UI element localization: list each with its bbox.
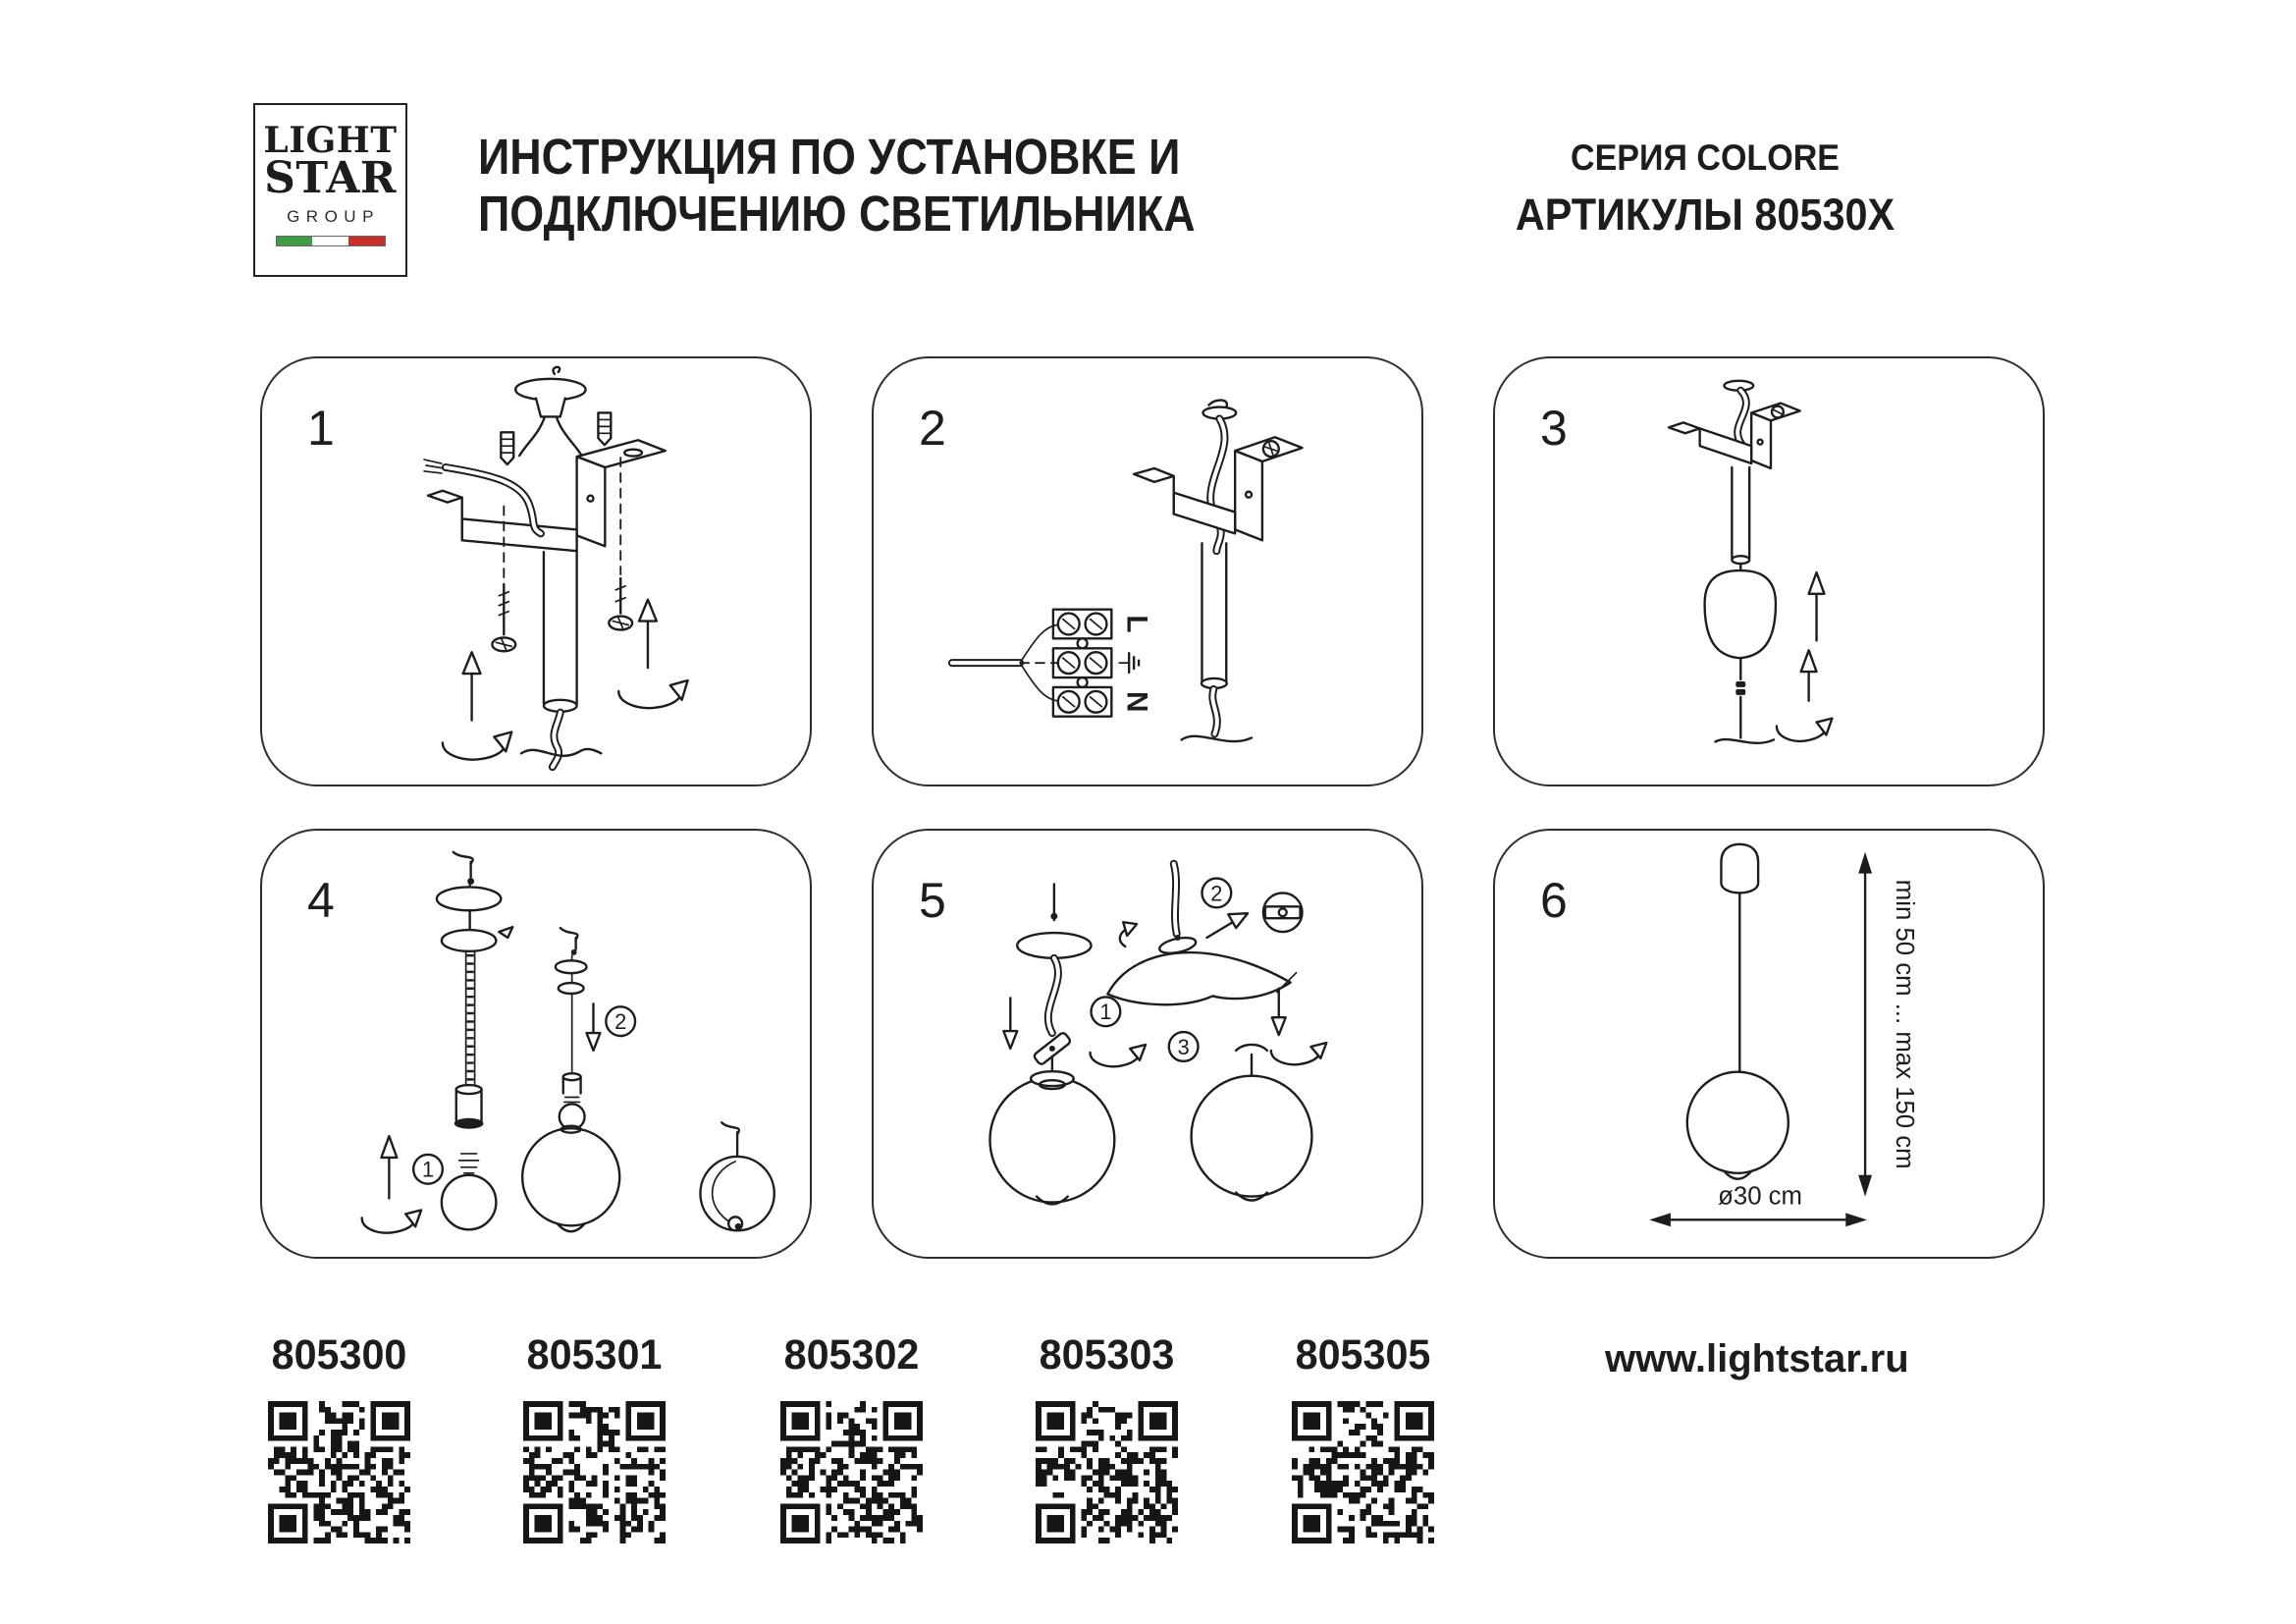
step-number: 3 <box>1177 1034 1190 1059</box>
step-badge <box>1092 997 1121 1026</box>
qr-code <box>1036 1401 1178 1543</box>
article-code: 805303 <box>1039 1331 1175 1379</box>
series-articles: АРТИКУЛЫ 80530X <box>1515 189 1896 240</box>
qr-code <box>780 1401 923 1543</box>
qr-code <box>523 1401 666 1543</box>
flag-white <box>312 237 348 245</box>
panel-number: 6 <box>1540 873 1568 928</box>
screw-head-icon <box>1263 441 1279 457</box>
step-badge <box>413 1155 443 1184</box>
lightstar-logo <box>253 103 407 277</box>
down-arrow-icon <box>587 1003 601 1051</box>
page-title <box>478 129 1196 243</box>
logo-word-light: LIGHT <box>263 120 398 161</box>
push-and-turn-icon <box>443 652 511 759</box>
height-dimension <box>1858 852 1918 1197</box>
down-arrow-icon <box>1003 998 1017 1049</box>
dowel-icon <box>598 412 611 445</box>
step-number: 2 <box>614 1009 627 1035</box>
terminal-label-live: L <box>1120 615 1153 633</box>
step-panel-3 <box>1493 356 2045 786</box>
panel-number: 1 <box>307 401 335 456</box>
article-code: 805300 <box>271 1331 407 1379</box>
panel-number: 3 <box>1540 401 1568 456</box>
rotate-arrow-icon <box>1271 1043 1326 1064</box>
italy-flag-icon <box>276 236 386 246</box>
slide-up-arrow-icon <box>1809 572 1825 640</box>
push-and-turn-icon <box>362 1136 421 1233</box>
down-arrow-icon <box>1272 989 1286 1036</box>
flag-red <box>348 237 385 245</box>
step-number: 1 <box>1099 1000 1112 1025</box>
step-2-drawing <box>874 358 1421 785</box>
step-badge <box>1169 1032 1199 1061</box>
screw-icon <box>609 578 632 630</box>
panel-number: 5 <box>919 873 946 928</box>
article-code: 805301 <box>526 1331 663 1379</box>
push-and-turn-icon <box>618 600 687 708</box>
step-panel-4 <box>260 829 812 1259</box>
step-6-drawing <box>1495 831 2043 1257</box>
step-1-drawing <box>262 358 810 785</box>
diameter-dimension-label: ø30 cm <box>1718 1182 1803 1211</box>
website-url: www.lightstar.ru <box>1605 1337 1909 1380</box>
rotate-arrow-icon <box>1091 1045 1146 1066</box>
step-panel-5 <box>872 829 1423 1259</box>
light-bulb-icon <box>442 1154 496 1229</box>
panel-number: 4 <box>307 873 335 928</box>
page-title-line1: ИНСТРУКЦИЯ ПО УСТАНОВКЕ И <box>478 129 1181 185</box>
qr-code <box>1292 1401 1434 1543</box>
push-and-turn-icon <box>1777 650 1832 741</box>
screw-head-icon <box>1772 406 1784 418</box>
series-name: СЕРИЯ COLORE <box>1570 137 1840 178</box>
article-code: 805302 <box>783 1331 920 1379</box>
step-5-drawing <box>874 831 1421 1257</box>
step-panel-6 <box>1493 829 2045 1259</box>
logo-word-star: STAR <box>264 153 397 203</box>
diameter-dimension <box>1649 1182 1867 1226</box>
terminal-label-neutral: N <box>1120 691 1153 713</box>
step-badge <box>606 1006 635 1036</box>
earth-ground-icon <box>1119 653 1139 673</box>
height-dimension-label: min 50 cm ... max 150 cm <box>1890 879 1918 1169</box>
terminal-block-icon <box>1053 610 1111 717</box>
page-title-line2: ПОДКЛЮЧЕНИЮ СВЕТИЛЬНИКА <box>478 186 1196 242</box>
article-code: 805305 <box>1295 1331 1431 1379</box>
step-number: 2 <box>1210 881 1223 906</box>
step-panel-1 <box>260 356 812 786</box>
logo-word-group: GROUP <box>287 206 380 226</box>
rotate-arrow-icon <box>1120 922 1137 947</box>
step-panel-2 <box>872 356 1423 786</box>
shade-with-cord-icon <box>700 1122 774 1230</box>
step-4-drawing <box>262 831 810 1257</box>
step-3-drawing <box>1495 358 2043 785</box>
dowel-icon <box>501 432 513 464</box>
step-badge <box>1201 879 1231 908</box>
qr-code <box>268 1401 410 1543</box>
step-number: 1 <box>421 1157 435 1182</box>
panel-number: 2 <box>919 401 946 456</box>
flag-green <box>277 237 313 245</box>
screw-icon <box>492 584 515 651</box>
